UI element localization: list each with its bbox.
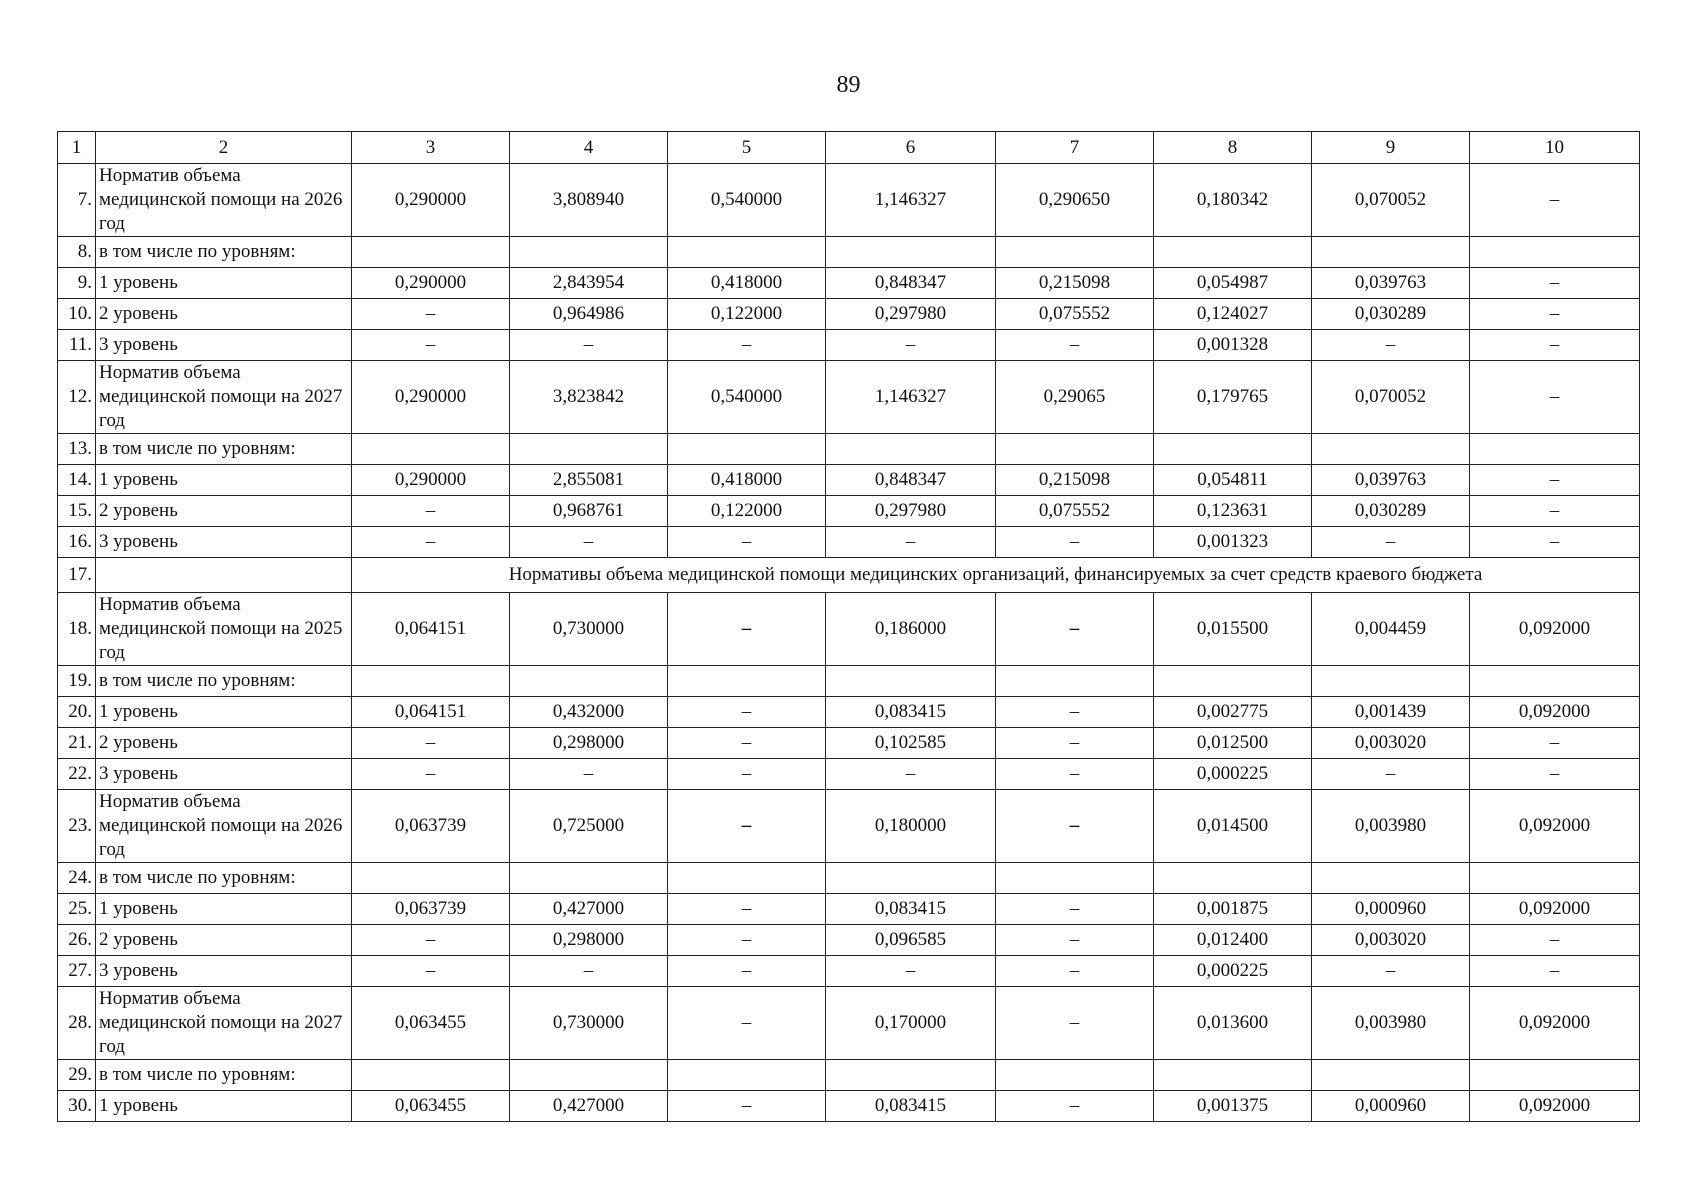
row-label-cell: 2 уровень — [96, 925, 352, 956]
header-cell: 8 — [1154, 132, 1312, 164]
value-cell: 0,432000 — [510, 697, 668, 728]
value-cell: 0,540000 — [668, 361, 826, 434]
header-cell: 5 — [668, 132, 826, 164]
value-cell: 0,122000 — [668, 299, 826, 330]
value-cell: 0,054811 — [1154, 465, 1312, 496]
header-cell: 7 — [996, 132, 1154, 164]
value-cell — [1154, 666, 1312, 697]
value-cell: – — [668, 1091, 826, 1122]
value-cell — [1312, 237, 1470, 268]
row-label-cell: Норматив объема медицинской помощи на 2026 год — [96, 164, 352, 237]
row-number-cell: 21. — [58, 728, 96, 759]
value-cell — [668, 666, 826, 697]
value-cell — [1312, 1060, 1470, 1091]
value-cell: 0,124027 — [1154, 299, 1312, 330]
value-cell — [996, 434, 1154, 465]
value-cell: – — [668, 894, 826, 925]
value-cell: 0,063739 — [352, 894, 510, 925]
value-cell: 0,001328 — [1154, 330, 1312, 361]
row-label-cell: 1 уровень — [96, 465, 352, 496]
value-cell: 0,427000 — [510, 1091, 668, 1122]
value-cell: – — [826, 956, 996, 987]
row-label-cell: 3 уровень — [96, 759, 352, 790]
row-number-cell: 15. — [58, 496, 96, 527]
column-number-header-row — [58, 132, 1640, 164]
value-cell: 0,003020 — [1312, 728, 1470, 759]
table-row — [58, 863, 1640, 894]
value-cell — [826, 1060, 996, 1091]
row-number-cell: 29. — [58, 1060, 96, 1091]
value-cell: – — [668, 987, 826, 1060]
value-cell: – — [826, 527, 996, 558]
row-label-cell: 3 уровень — [96, 527, 352, 558]
value-cell: 0,427000 — [510, 894, 668, 925]
row-label-cell: 3 уровень — [96, 330, 352, 361]
value-cell — [668, 1060, 826, 1091]
value-cell: – — [668, 790, 826, 863]
value-cell: – — [510, 527, 668, 558]
value-cell: 0,122000 — [668, 496, 826, 527]
value-cell — [352, 237, 510, 268]
row-number-cell: 7. — [58, 164, 96, 237]
value-cell: 0,003980 — [1312, 987, 1470, 1060]
value-cell: 0,180000 — [826, 790, 996, 863]
value-cell: 0,215098 — [996, 465, 1154, 496]
value-cell: 1,146327 — [826, 164, 996, 237]
value-cell — [826, 863, 996, 894]
value-cell: 0,102585 — [826, 728, 996, 759]
value-cell: 0,000225 — [1154, 956, 1312, 987]
value-cell: – — [510, 956, 668, 987]
value-cell: 0,075552 — [996, 299, 1154, 330]
table-row — [58, 790, 1640, 863]
value-cell — [510, 863, 668, 894]
row-number-cell: 14. — [58, 465, 96, 496]
value-cell — [826, 237, 996, 268]
value-cell — [352, 863, 510, 894]
value-cell — [510, 666, 668, 697]
row-label-cell — [96, 558, 352, 593]
row-label-cell: 1 уровень — [96, 894, 352, 925]
value-cell: 0,003980 — [1312, 790, 1470, 863]
value-cell: 0,848347 — [826, 465, 996, 496]
header-cell: 6 — [826, 132, 996, 164]
value-cell: 0,297980 — [826, 299, 996, 330]
value-cell: 0,014500 — [1154, 790, 1312, 863]
row-number-cell: 23. — [58, 790, 96, 863]
value-cell: – — [668, 956, 826, 987]
value-cell: – — [826, 759, 996, 790]
table-row — [58, 759, 1640, 790]
value-cell — [1154, 863, 1312, 894]
value-cell: 0,418000 — [668, 268, 826, 299]
value-cell: 2,843954 — [510, 268, 668, 299]
row-number-cell: 13. — [58, 434, 96, 465]
value-cell: – — [668, 697, 826, 728]
value-cell: – — [1312, 759, 1470, 790]
value-cell: 0,297980 — [826, 496, 996, 527]
table-row — [58, 237, 1640, 268]
value-cell: – — [996, 728, 1154, 759]
row-label-cell: в том числе по уровням: — [96, 1060, 352, 1091]
table-row — [58, 434, 1640, 465]
table-row — [58, 987, 1640, 1060]
value-cell — [668, 237, 826, 268]
table-row — [58, 268, 1640, 299]
value-cell — [1470, 666, 1640, 697]
value-cell: – — [996, 593, 1154, 666]
value-cell: 0,030289 — [1312, 496, 1470, 527]
row-number-cell: 24. — [58, 863, 96, 894]
value-cell: 0,063739 — [352, 790, 510, 863]
value-cell: 0,054987 — [1154, 268, 1312, 299]
value-cell: – — [668, 593, 826, 666]
value-cell: – — [668, 527, 826, 558]
value-cell: 0,064151 — [352, 593, 510, 666]
header-cell: 9 — [1312, 132, 1470, 164]
value-cell: 0,964986 — [510, 299, 668, 330]
value-cell: 0,092000 — [1470, 894, 1640, 925]
row-number-cell: 11. — [58, 330, 96, 361]
value-cell: 0,013600 — [1154, 987, 1312, 1060]
value-cell: – — [996, 330, 1154, 361]
value-cell: 0,179765 — [1154, 361, 1312, 434]
section-heading-cell: Нормативы объема медицинской помощи медицинских организаций, финансируемых за счет средств краевого бюджета — [352, 558, 1640, 593]
value-cell: 0,092000 — [1470, 1091, 1640, 1122]
value-cell: – — [1470, 728, 1640, 759]
value-cell — [996, 1060, 1154, 1091]
row-label-cell: 2 уровень — [96, 496, 352, 527]
value-cell: 0,002775 — [1154, 697, 1312, 728]
row-label-cell: 1 уровень — [96, 268, 352, 299]
value-cell: 0,730000 — [510, 593, 668, 666]
value-cell: 0,003020 — [1312, 925, 1470, 956]
value-cell: 0,030289 — [1312, 299, 1470, 330]
value-cell: – — [1470, 465, 1640, 496]
header-cell: 3 — [352, 132, 510, 164]
row-number-cell: 27. — [58, 956, 96, 987]
value-cell: – — [1470, 268, 1640, 299]
value-cell: 0,064151 — [352, 697, 510, 728]
value-cell: – — [352, 925, 510, 956]
value-cell: – — [1470, 527, 1640, 558]
table-row — [58, 1060, 1640, 1091]
normative-table — [57, 131, 1640, 1122]
value-cell: 0,298000 — [510, 728, 668, 759]
value-cell: – — [352, 728, 510, 759]
page-number: 89 — [836, 72, 861, 98]
value-cell — [996, 863, 1154, 894]
value-cell: 0,092000 — [1470, 790, 1640, 863]
value-cell: 0,000225 — [1154, 759, 1312, 790]
row-number-cell: 8. — [58, 237, 96, 268]
value-cell: 0,290650 — [996, 164, 1154, 237]
row-number-cell: 10. — [58, 299, 96, 330]
value-cell: 0,848347 — [826, 268, 996, 299]
value-cell: 0,290000 — [352, 164, 510, 237]
value-cell — [510, 1060, 668, 1091]
row-number-cell: 26. — [58, 925, 96, 956]
header-cell: 2 — [96, 132, 352, 164]
table-row — [58, 465, 1640, 496]
value-cell: 0,000960 — [1312, 1091, 1470, 1122]
value-cell: 3,823842 — [510, 361, 668, 434]
value-cell — [668, 863, 826, 894]
value-cell: – — [1470, 330, 1640, 361]
value-cell: 0,063455 — [352, 1091, 510, 1122]
value-cell: – — [1470, 759, 1640, 790]
value-cell: 0,290000 — [352, 361, 510, 434]
value-cell: 0,039763 — [1312, 465, 1470, 496]
value-cell: 0,298000 — [510, 925, 668, 956]
row-label-cell: 2 уровень — [96, 728, 352, 759]
table-row — [58, 894, 1640, 925]
value-cell: – — [352, 330, 510, 361]
value-cell: 0,063455 — [352, 987, 510, 1060]
value-cell — [668, 434, 826, 465]
value-cell — [352, 1060, 510, 1091]
row-number-cell: 22. — [58, 759, 96, 790]
row-number-cell: 9. — [58, 268, 96, 299]
value-cell: – — [352, 956, 510, 987]
row-label-cell: Норматив объема медицинской помощи на 2025 год — [96, 593, 352, 666]
header-cell: 1 — [58, 132, 96, 164]
value-cell: – — [668, 925, 826, 956]
table-row — [58, 330, 1640, 361]
value-cell: – — [996, 956, 1154, 987]
table-row — [58, 925, 1640, 956]
value-cell: 0,075552 — [996, 496, 1154, 527]
table-row — [58, 728, 1640, 759]
value-cell: 0,001323 — [1154, 527, 1312, 558]
value-cell: 0,540000 — [668, 164, 826, 237]
value-cell: 0,001375 — [1154, 1091, 1312, 1122]
value-cell — [996, 237, 1154, 268]
value-cell — [1470, 1060, 1640, 1091]
table-row — [58, 956, 1640, 987]
value-cell: 0,012400 — [1154, 925, 1312, 956]
value-cell: – — [826, 330, 996, 361]
row-number-cell: 16. — [58, 527, 96, 558]
row-number-cell: 12. — [58, 361, 96, 434]
value-cell: 0,004459 — [1312, 593, 1470, 666]
value-cell: 0,215098 — [996, 268, 1154, 299]
value-cell: 0,001439 — [1312, 697, 1470, 728]
value-cell — [1312, 863, 1470, 894]
value-cell: 0,015500 — [1154, 593, 1312, 666]
value-cell: – — [352, 299, 510, 330]
value-cell: – — [1470, 925, 1640, 956]
table-row — [58, 558, 1640, 593]
value-cell: 0,170000 — [826, 987, 996, 1060]
value-cell: 0,290000 — [352, 268, 510, 299]
value-cell: – — [352, 527, 510, 558]
table-row — [58, 697, 1640, 728]
value-cell: – — [1470, 361, 1640, 434]
row-label-cell: 1 уровень — [96, 1091, 352, 1122]
value-cell: – — [1312, 330, 1470, 361]
value-cell: 0,29065 — [996, 361, 1154, 434]
value-cell: 0,083415 — [826, 1091, 996, 1122]
row-label-cell: в том числе по уровням: — [96, 237, 352, 268]
value-cell: 2,855081 — [510, 465, 668, 496]
value-cell: – — [668, 759, 826, 790]
value-cell: – — [668, 728, 826, 759]
value-cell — [1470, 863, 1640, 894]
row-label-cell: в том числе по уровням: — [96, 863, 352, 894]
value-cell: 0,092000 — [1470, 697, 1640, 728]
value-cell: – — [1470, 496, 1640, 527]
value-cell: 0,290000 — [352, 465, 510, 496]
table-row — [58, 299, 1640, 330]
table-row — [58, 496, 1640, 527]
table-row — [58, 527, 1640, 558]
value-cell: – — [1470, 299, 1640, 330]
value-cell — [1312, 666, 1470, 697]
value-cell — [510, 434, 668, 465]
value-cell — [510, 237, 668, 268]
value-cell: 0,000960 — [1312, 894, 1470, 925]
value-cell: 1,146327 — [826, 361, 996, 434]
value-cell — [1312, 434, 1470, 465]
value-cell: – — [1470, 956, 1640, 987]
value-cell: 0,039763 — [1312, 268, 1470, 299]
value-cell: 0,096585 — [826, 925, 996, 956]
value-cell: 0,725000 — [510, 790, 668, 863]
value-cell: – — [352, 496, 510, 527]
row-label-cell: Норматив объема медицинской помощи на 2027 год — [96, 361, 352, 434]
value-cell: – — [1312, 956, 1470, 987]
row-number-cell: 19. — [58, 666, 96, 697]
value-cell: 0,070052 — [1312, 164, 1470, 237]
value-cell: – — [996, 697, 1154, 728]
value-cell: 0,001875 — [1154, 894, 1312, 925]
row-number-cell: 17. — [58, 558, 96, 593]
value-cell — [826, 666, 996, 697]
value-cell: 0,968761 — [510, 496, 668, 527]
value-cell: 0,180342 — [1154, 164, 1312, 237]
row-label-cell: Норматив объема медицинской помощи на 2026 год — [96, 790, 352, 863]
value-cell — [1470, 434, 1640, 465]
value-cell: 0,092000 — [1470, 593, 1640, 666]
value-cell: 0,730000 — [510, 987, 668, 1060]
value-cell: 0,123631 — [1154, 496, 1312, 527]
table-row — [58, 164, 1640, 237]
table-row — [58, 1091, 1640, 1122]
value-cell: – — [996, 1091, 1154, 1122]
table-body — [58, 132, 1640, 1122]
row-number-cell: 28. — [58, 987, 96, 1060]
value-cell — [1154, 434, 1312, 465]
row-number-cell: 30. — [58, 1091, 96, 1122]
row-number-cell: 18. — [58, 593, 96, 666]
row-label-cell: 2 уровень — [96, 299, 352, 330]
value-cell: 0,092000 — [1470, 987, 1640, 1060]
table-row — [58, 593, 1640, 666]
value-cell — [352, 666, 510, 697]
row-number-cell: 20. — [58, 697, 96, 728]
header-cell: 4 — [510, 132, 668, 164]
table-row — [58, 361, 1640, 434]
value-cell: 0,418000 — [668, 465, 826, 496]
value-cell: 0,070052 — [1312, 361, 1470, 434]
value-cell: – — [996, 790, 1154, 863]
value-cell: – — [996, 759, 1154, 790]
value-cell: – — [510, 759, 668, 790]
value-cell: 0,012500 — [1154, 728, 1312, 759]
header-cell: 10 — [1470, 132, 1640, 164]
value-cell: – — [668, 330, 826, 361]
value-cell: – — [996, 925, 1154, 956]
value-cell: – — [1312, 527, 1470, 558]
row-label-cell: в том числе по уровням: — [96, 666, 352, 697]
value-cell: 3,808940 — [510, 164, 668, 237]
value-cell — [352, 434, 510, 465]
value-cell: – — [510, 330, 668, 361]
value-cell: 0,083415 — [826, 894, 996, 925]
row-label-cell: Норматив объема медицинской помощи на 2027 год — [96, 987, 352, 1060]
value-cell — [1154, 237, 1312, 268]
value-cell: – — [996, 987, 1154, 1060]
row-label-cell: в том числе по уровням: — [96, 434, 352, 465]
value-cell: – — [352, 759, 510, 790]
value-cell — [996, 666, 1154, 697]
row-number-cell: 25. — [58, 894, 96, 925]
table-row — [58, 666, 1640, 697]
value-cell — [1154, 1060, 1312, 1091]
row-label-cell: 3 уровень — [96, 956, 352, 987]
value-cell: – — [996, 894, 1154, 925]
value-cell: 0,186000 — [826, 593, 996, 666]
row-label-cell: 1 уровень — [96, 697, 352, 728]
value-cell — [1470, 237, 1640, 268]
value-cell — [826, 434, 996, 465]
value-cell: 0,083415 — [826, 697, 996, 728]
value-cell: – — [996, 527, 1154, 558]
value-cell: – — [1470, 164, 1640, 237]
